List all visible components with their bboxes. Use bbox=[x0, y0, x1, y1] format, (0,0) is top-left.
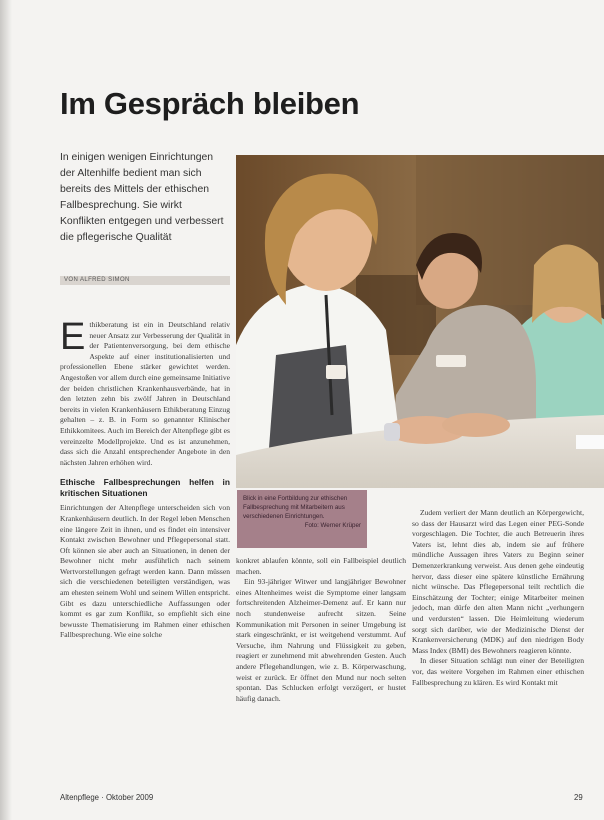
article-photo bbox=[236, 155, 604, 488]
caption-text: Blick in eine Fortbildung zur ethischen Fallbesprechung mit Mitarbeitern aus verschiedenen Einrichtungen. bbox=[243, 495, 348, 520]
byline: VON ALFRED SIMON bbox=[60, 276, 230, 285]
text-column-2 bbox=[236, 556, 406, 704]
photo-caption bbox=[237, 490, 367, 548]
page-number: 29 bbox=[574, 793, 583, 802]
column-3-paragraph-2: In dieser Situation schlägt nun einer der Beteiligten vor, das weitere Vorgehen im Rahmen einer ethischen Fallbesprechung zu klären. Es wird Kontakt mit bbox=[412, 656, 584, 687]
text-column-1 bbox=[60, 316, 230, 641]
text-column-3 bbox=[412, 508, 584, 688]
lead-text: In einigen wenigen Einrichtungen der Altenhilfe bedient man sich bereits des Mittels der ethischen Fallbesprechung. Sie wirkt Konflikten entgegen und verbessert die pflegerische Qualität bbox=[60, 152, 224, 243]
section-subhead: Ethische Fallbesprechungen helfen in kritischen Situationen bbox=[60, 477, 230, 499]
article-lead bbox=[60, 150, 230, 246]
dropcap: E bbox=[60, 316, 86, 358]
intro-text: thikberatung ist ein in Deutschland relativ neuer Ansatz zur Verbesserung der Qualität in der Patientenversorgung, bei dem ethische Aspekte auf einer institutionalisierten und professionellen Ebene stärker gewichtet werden. Angestoßen vor allem durch eine gemeinsame Initiative der beiden christlichen Krankenhausverbände, hat in den letzten zehn bis zwölf Jahren in Deutschland bereits in vielen Krankenhäusern Ethikberatung Einzug gehalten – z. B. in Form so genannter Klinischer Ethikkomitees. Auch im Bereich der Altenpflege gibt es vereinzelte Modellprojekte. Und es ist anzunehmen, dass sich die Anzahl entsprechender Angebote in den nächsten Jahren erhöhen wird. bbox=[60, 320, 230, 467]
photo-illustration bbox=[236, 155, 604, 488]
column-2-paragraph-1: konkret ablaufen könnte, soll ein Fallbeispiel deutlich machen. bbox=[236, 556, 406, 576]
column-3-paragraph-1: Zudem verliert der Mann deutlich an Körpergewicht, so dass der Hausarzt wird das Legen einer PEG-Sonde vorgeschlagen. Die Tochter, die auch Betreuerin ihres Vaters ist, lehnt dies ab, indem sie auf frühere mündliche Aussagen ihres Vaters zu Beginn seiner Demenzerkrankung verweist. Aus denen gehe eindeutig hervor, dass dieser eine spätere künstliche Ernährung nicht wünsche. Das Pflegepersonal teilt rechtlich die Einschätzung der Tochter; einige Mitarbeiter meinen jedoch, man dürfe den alten Mann nicht „verhungern und verdursten“ lassen. Die Heimleitung wiederum sorgt sich darüber, wie der Medizinische Dienst der Krankenversicherung (MDK) auf den niedrigen Body Mass Index (BMI) des Bewohners reagieren könnte. bbox=[412, 508, 584, 655]
column-1-body: Einrichtungen der Altenpflege unterscheiden sich von Krankenhäusern deutlich. In der Regel leben Menschen eine längere Zeit in ihnen, und es findet ein intensiver Kontakt zwischen Bewohner und Pflegepersonal statt. Oft können sie aber auch an Situationen, in denen der Bewohner nicht mehr ausführlich nach seinem Wertvorstellungen gefragt werden kann. Dann müssen sich die verschiedenen beteiligten verständigen, was am ehesten seinem Wohl und seinem Willen entspricht. Gibt es dazu unterschiedliche Auffassungen oder kommt es gar zum Konflikt, so empfiehlt sich eine bewusste Thematisierung im Rahmen einer ethischen Fallbesprechung. Wie eine solche bbox=[60, 503, 230, 640]
scan-edge-shadow bbox=[0, 0, 12, 820]
journal-footer: Altenpflege · Oktober 2009 bbox=[60, 793, 154, 802]
article-title: Im Gespräch bleiben bbox=[60, 86, 360, 121]
photo-credit: Foto: Werner Krüper bbox=[304, 522, 361, 529]
column-2-paragraph-2: Ein 93-jähriger Witwer und langjähriger Bewohner eines Altenheimes weist die Symptome einer langsam fortschreitenden Alzheimer-Demenz auf. Er kann nur noch stundenweise aufrecht sitzen. Seine Kommunikation mit Personen in seiner Umgebung ist stark eingeschränkt, er ist weitgehend verstummt. Auf Versuche, ihm Nahrung und Flüssigkeit zu geben, reagiert er zunehmend mit abwehrenden Gesten. Auch andere Pflegehandlungen, wie z. B. Körperwaschung, weist er zurück. Er öffnet den Mund nur noch selten spontan. Das Schlucken erfolgt verzögert, er hustet häufig danach. bbox=[236, 577, 406, 703]
intro-paragraph bbox=[60, 316, 230, 468]
